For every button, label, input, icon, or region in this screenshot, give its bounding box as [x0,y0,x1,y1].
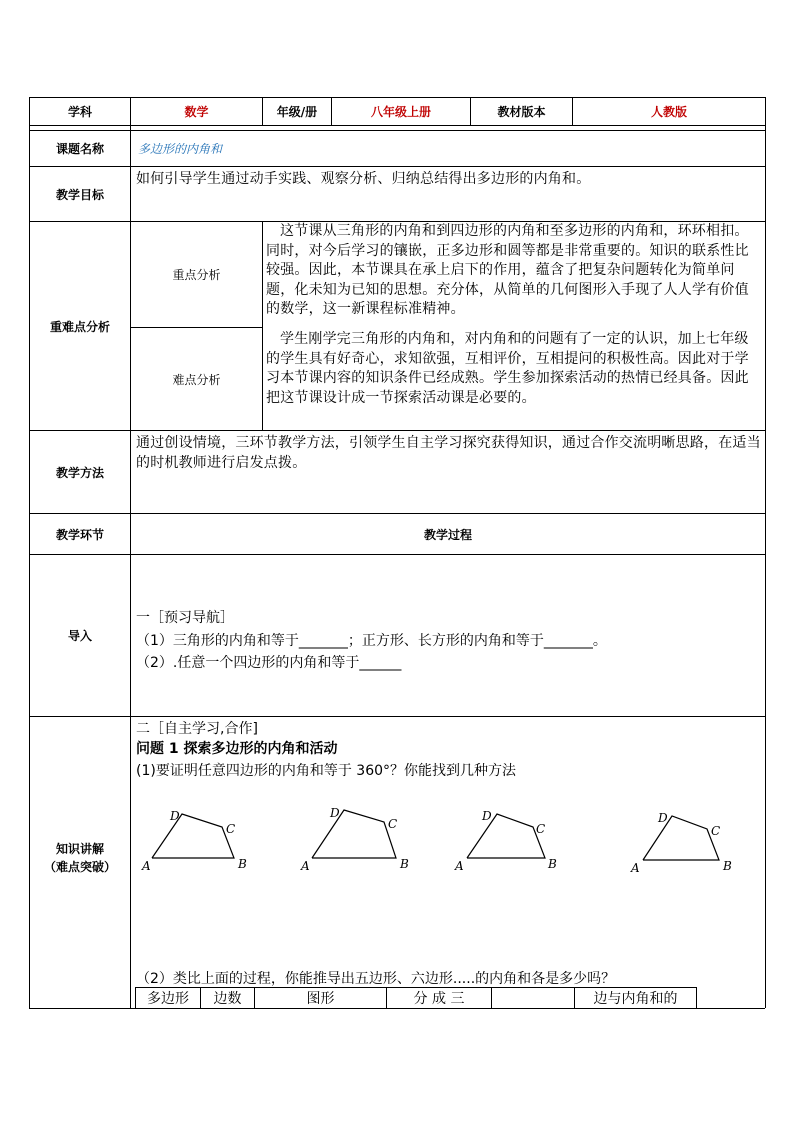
polygon-table-header: 多边形 [147,991,189,1007]
vertex-label-c: C [388,817,398,831]
subject-label: 学科 [67,105,92,119]
vertex-label-b: B [548,857,557,871]
intro-question-2: （2）.任意一个四边形的内角和等于______ [136,655,402,671]
polygon-table-header [492,988,574,1008]
polygon-table-header: 边与内角和的 [593,991,678,1007]
quadrilateral-figures [130,795,764,885]
quadrilateral-figure-3 [454,809,557,873]
method-text: 通过创设情境，三环节教学方法，引领学生自主学习探究获得知识，通过合作交流明晰思路，在适当的时机教师进行启发点拨。 [136,435,761,471]
grid-line [765,97,766,1008]
process-title: 教学过程 [423,527,472,542]
vertex-label-a: A [301,859,310,873]
knowledge-heading: 二［自主学习,合作] [136,721,258,737]
quadrilateral-shape [152,814,234,858]
intro-label: 导入 [67,629,92,643]
vertex-label-d: D [330,806,340,820]
difficulty-text: 学生刚学完三角形的内角和，对内角和的问题有了一定的认识，加上七年级的学生具有好奇心，求知欲强，互相评价，互相提问的积极性高。因此对于学习本节课内容的知识条件已经成熟。学生参加探索活动的热情已经具备。因此把这节课设计成一节探索活动课是必要的。 [266,331,749,406]
vertex-label-b: B [400,857,409,871]
quadrilateral-shape [643,816,719,860]
grid-line [29,716,765,717]
polygon-table-header: 分 成 三 [413,991,465,1007]
process-stage-label: 教学环节 [55,527,104,542]
quadrilateral-shape [312,810,396,858]
grade-value: 八年级上册 [370,105,431,119]
polygon-table-header: 图形 [306,991,335,1007]
goal-label: 教学目标 [55,187,104,202]
grade-label: 年级/册 [276,105,318,119]
grid-line [29,1008,765,1009]
course-title: 多边形的内角和 [138,142,223,156]
vertex-label-b: B [723,859,732,873]
knowledge-label-line1: 知识讲解 [55,842,104,856]
sub-question-2: （2）类比上面的过程，你能推导出五边形、六边形.....的内角和各是多少吗？ [136,971,616,987]
vertex-label-a: A [142,859,151,873]
knowledge-label-line2: （难点突破） [43,860,116,874]
course-label: 课题名称 [55,142,104,156]
vertex-label-a: A [455,859,464,873]
grid-line [29,125,765,126]
grid-line [29,554,765,555]
grid-line [29,430,765,431]
knowledge-label [30,840,130,876]
grid-line [29,166,765,167]
quadrilateral-figure-1 [141,809,247,873]
method-label: 教学方法 [55,465,104,480]
vertex-label-b: B [238,857,247,871]
grid-line [696,987,697,1008]
edition-value: 人教版 [650,105,687,119]
vertex-label-d: D [658,811,668,825]
key-points-label: 重难点分析 [49,319,110,334]
quadrilateral-shape [467,814,545,858]
quadrilateral-figure-2 [300,806,409,873]
vertex-label-d: D [170,809,180,823]
vertex-label-a: A [631,861,640,875]
vertex-label-c: C [226,822,236,836]
problem-title: 问题 1 探索多边形的内角和活动 [136,741,338,757]
quadrilateral-figure-4 [630,811,732,875]
goal-text: 如何引导学生通过动手实践、观察分析、归纳总结得出多边形的内角和。 [136,171,591,187]
focus-text: 这节课从三角形的内角和到四边形的内角和至多边形的内角和，环环相扣。同时，对今后学习的镶嵌，正多边形和圆等都是非常重要的。知识的联系性比较强。因此，本节课具在承上启下的作用，蕴含了把复杂问题转化为简单问题，化未知为已知的思想。充分体，从简单的几何图形入手现了人人学有价值的数学，这一新课程标准精神。 [266,223,749,317]
vertex-label-d: D [482,809,492,823]
vertex-label-c: C [536,822,546,836]
sub-question-1: (1)要证明任意四边形的内角和等于 360°？你能找到几种方法 [136,763,517,779]
intro-heading: 一［预习导航］ [136,610,234,626]
edition-label: 教材版本 [497,105,546,119]
polygon-table-header: 边数 [213,991,242,1007]
grid-line [262,221,263,430]
focus-label: 重点分析 [172,268,221,282]
subject-value: 数学 [184,105,209,119]
difficulty-label: 难点分析 [172,372,221,387]
vertex-label-c: C [711,824,721,838]
grid-line [29,130,765,131]
intro-question-1: （1）三角形的内角和等于_______；正方形、长方形的内角和等于_______。 [136,633,607,649]
